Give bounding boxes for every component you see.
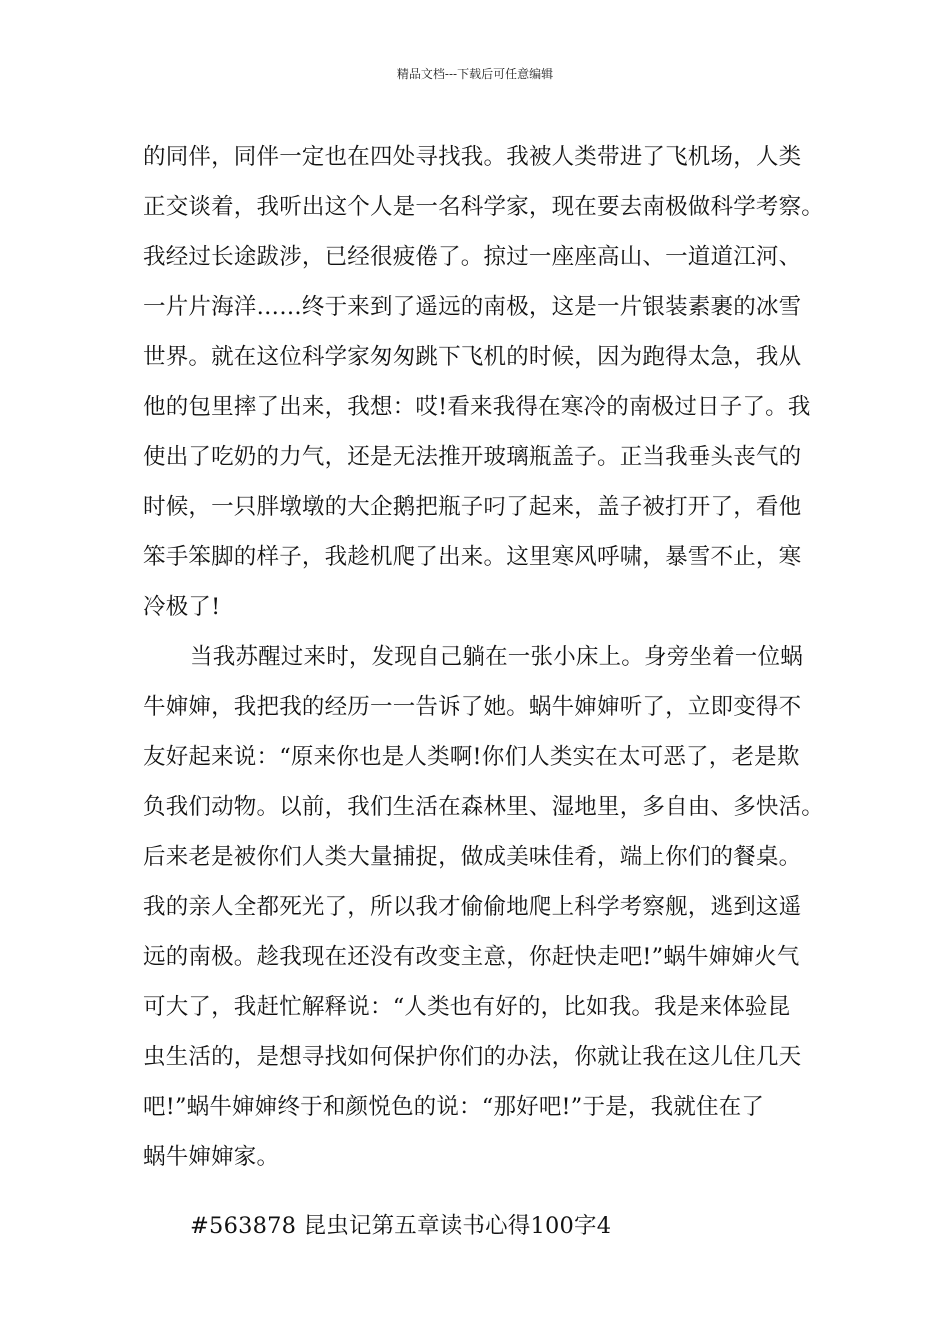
- text-line: 一片片海洋……终于来到了遥远的南极，这是一片银装素裹的冰雪: [143, 294, 802, 320]
- text-line: 我经过长途跋涉，已经很疲倦了。掠过一座座高山、一道道江河、: [143, 244, 802, 270]
- section-heading: #563878 昆虫记第五章读书心得100字4: [190, 1213, 612, 1239]
- text-line: 蜗牛婶婶家。: [143, 1144, 280, 1170]
- text-line: 后来老是被你们人类大量捕捉，做成美味佳肴，端上你们的餐桌。: [143, 844, 802, 870]
- text-line: 世界。就在这位科学家匆匆跳下飞机的时候，因为跑得太急，我从: [143, 344, 802, 370]
- text-line: 牛婶婶，我把我的经历一一告诉了她。蜗牛婶婶听了，立即变得不: [143, 694, 802, 720]
- text-line: 可大了，我赶忙解释说：“人类也有好的，比如我。我是来体验昆: [143, 994, 791, 1020]
- text-line: 远的南极。趁我现在还没有改变主意，你赶快走吧!”蜗牛婶婶火气: [143, 944, 800, 970]
- text-line: 的同伴，同伴一定也在四处寻找我。我被人类带进了飞机场，人类: [143, 144, 802, 170]
- text-line: 吧!”蜗牛婶婶终于和颜悦色的说：“那好吧!”于是，我就住在了: [143, 1094, 765, 1120]
- text-line: 友好起来说：“原来你也是人类啊!你们人类实在太可恶了，老是欺: [143, 744, 800, 770]
- paragraph-first-line: 当我苏醒过来时，发现自己躺在一张小床上。身旁坐着一位蜗: [190, 644, 803, 670]
- page-header: 精品文档---下载后可任意编辑: [396, 67, 554, 81]
- text-line: 正交谈着，我听出这个人是一名科学家，现在要去南极做科学考察。: [143, 194, 825, 220]
- document-body: [143, 132, 825, 1251]
- text-line: 使出了吃奶的力气，还是无法推开玻璃瓶盖子。正当我垂头丧气的: [143, 444, 802, 470]
- text-line: 时候，一只胖墩墩的大企鹅把瓶子叼了起来，盖子被打开了，看他: [143, 494, 802, 520]
- text-line: 冷极了!: [143, 594, 221, 620]
- text-line: 我的亲人全都死光了，所以我才偷偷地爬上科学考察舰，逃到这遥: [143, 894, 802, 920]
- text-line: 负我们动物。以前，我们生活在森林里、湿地里，多自由、多快活。: [143, 794, 825, 820]
- text-line: 他的包里摔了出来，我想：哎!看来我得在寒冷的南极过日子了。我: [143, 394, 811, 420]
- text-line: 笨手笨脚的样子，我趁机爬了出来。这里寒风呼啸，暴雪不止，寒: [143, 544, 802, 570]
- text-line: 虫生活的，是想寻找如何保护你们的办法，你就让我在这儿住几天: [143, 1044, 802, 1070]
